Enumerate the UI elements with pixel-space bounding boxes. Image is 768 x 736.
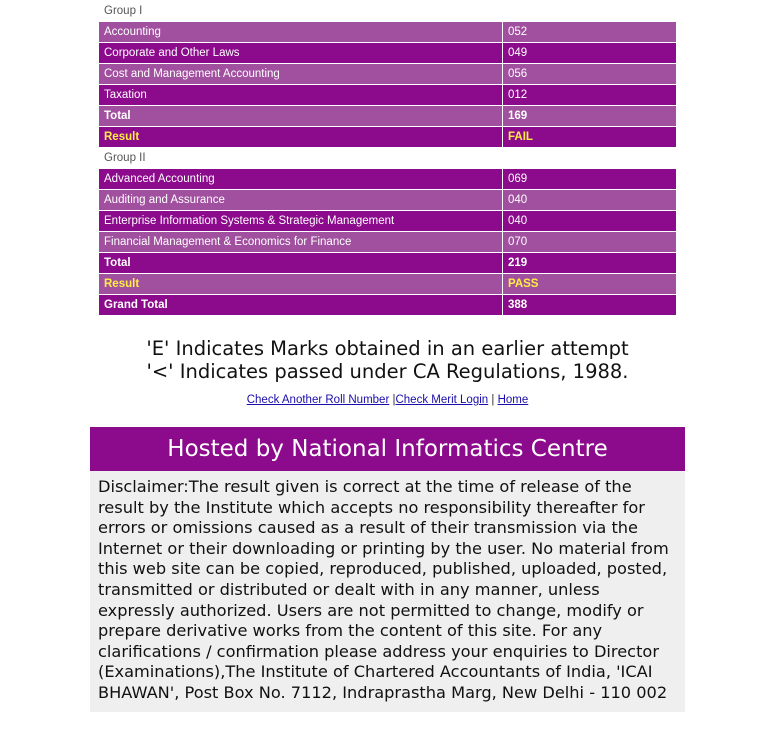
subject-row	[99, 169, 677, 190]
subject-row	[99, 232, 677, 253]
subject-marks: 052	[503, 22, 677, 43]
link-separator: |	[392, 394, 396, 406]
total-label: Total	[99, 106, 503, 127]
group-label: Group I	[99, 1, 677, 22]
total-row	[99, 253, 677, 274]
check-merit-login-link[interactable]: Check Merit Login	[395, 394, 489, 406]
subject-marks: 069	[503, 169, 677, 190]
subject-name: Financial Management & Economics for Finance	[99, 232, 503, 253]
subject-name: Auditing and Assurance	[99, 190, 503, 211]
grand-total-label: Grand Total	[99, 295, 503, 316]
total-row	[99, 106, 677, 127]
disclaimer-text: Disclaimer:The result given is correct at the time of release of the result by the Institute which accepts no responsibility thereafter for errors or omissions caused as a result of their transmission via the Internet or their downloading or printing by the user. No material from this web site can be copied, reproduced, published, uploaded, posted, transmitted or distributed or dealt with in any manner, unless expressly authorized. Users are not permitted to change, modify or prepare derivative works from the content of this site. For any clarifications / confirmation please address your enquiries to Director (Examinations),The Institute of Chartered Accountants of India, 'ICAI BHAWAN', Post Box No. 7112, Indraprastha Marg, New Delhi - 110 002	[90, 471, 685, 712]
total-label: Total	[99, 253, 503, 274]
result-value: PASS	[503, 274, 677, 295]
group-header-row	[99, 1, 677, 22]
grand-total-row	[99, 295, 677, 316]
nav-links	[90, 394, 685, 406]
result-label: Result	[99, 127, 503, 148]
subject-row	[99, 22, 677, 43]
check-another-roll-link[interactable]: Check Another Roll Number	[246, 394, 390, 406]
subject-marks: 040	[503, 190, 677, 211]
subject-name: Cost and Management Accounting	[99, 64, 503, 85]
group-label: Group II	[99, 148, 677, 169]
total-value: 219	[503, 253, 677, 274]
subject-name: Accounting	[99, 22, 503, 43]
subject-row	[99, 64, 677, 85]
results-table	[98, 0, 677, 316]
note-earlier-attempt: 'E' Indicates Marks obtained in an earlier attempt	[146, 337, 629, 360]
subject-marks: 056	[503, 64, 677, 85]
home-link[interactable]: Home	[497, 394, 529, 406]
subject-name: Enterprise Information Systems & Strategic Management	[99, 211, 503, 232]
result-value: FAIL	[503, 127, 677, 148]
grand-total-value: 388	[503, 295, 677, 316]
subject-name: Taxation	[99, 85, 503, 106]
subject-name: Corporate and Other Laws	[99, 43, 503, 64]
subject-row	[99, 190, 677, 211]
hosted-by-banner: Hosted by National Informatics Centre	[90, 427, 685, 471]
subject-row	[99, 85, 677, 106]
total-value: 169	[503, 106, 677, 127]
group-header-row	[99, 148, 677, 169]
result-row	[99, 274, 677, 295]
subject-marks: 040	[503, 211, 677, 232]
subject-row	[99, 43, 677, 64]
link-separator: |	[491, 394, 495, 406]
subject-name: Advanced Accounting	[99, 169, 503, 190]
subject-marks: 049	[503, 43, 677, 64]
legend-notes	[90, 337, 685, 383]
subject-marks: 070	[503, 232, 677, 253]
subject-marks: 012	[503, 85, 677, 106]
result-label: Result	[99, 274, 503, 295]
result-row	[99, 127, 677, 148]
subject-row	[99, 211, 677, 232]
note-ca-regulations: '<' Indicates passed under CA Regulations, 1988.	[146, 360, 629, 383]
